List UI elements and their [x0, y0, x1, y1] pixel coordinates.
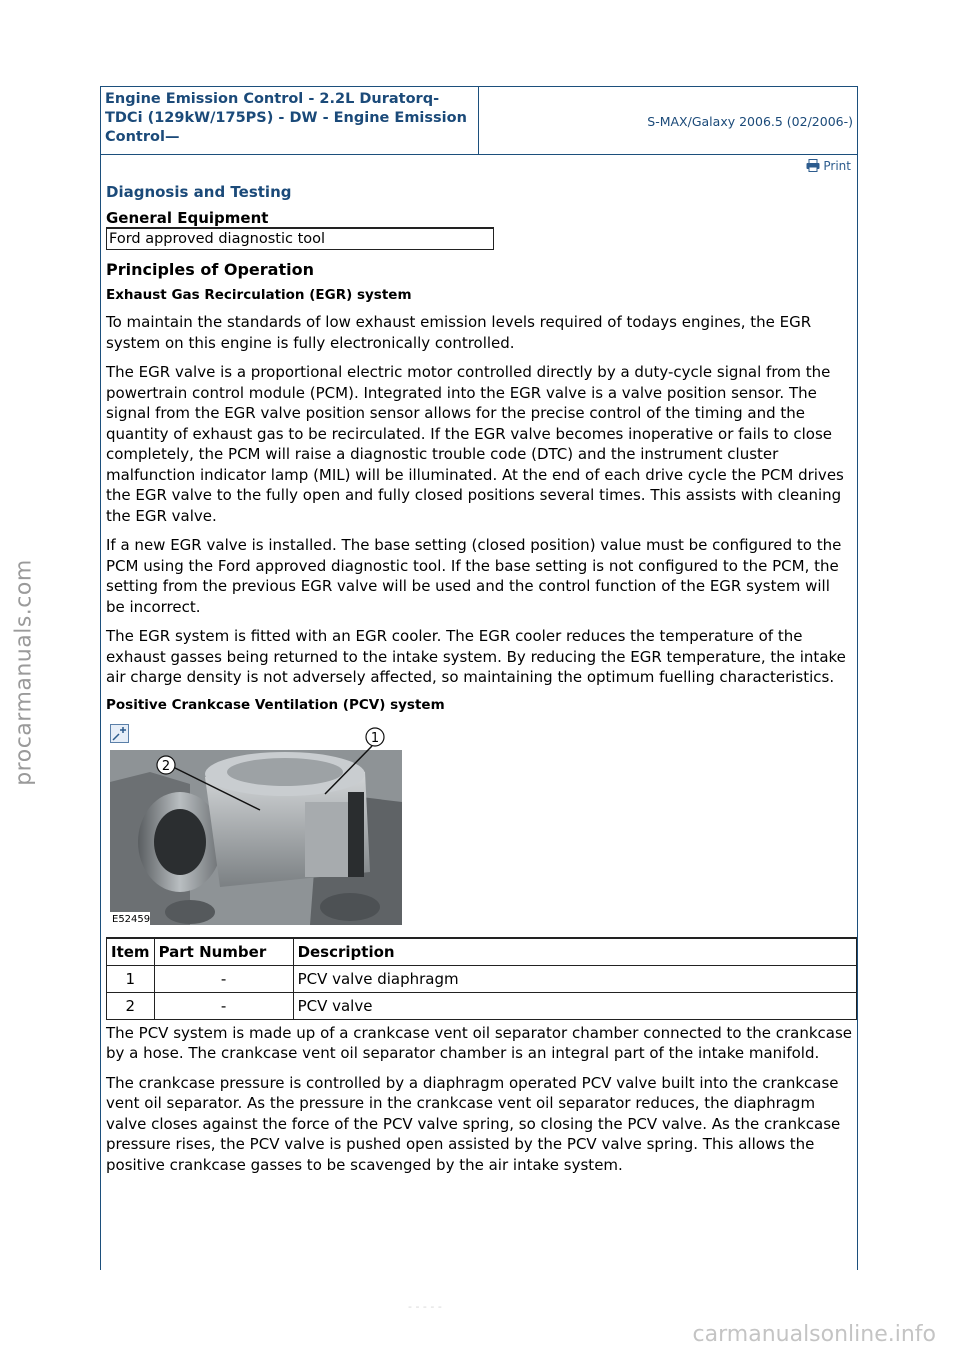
table-row [107, 965, 857, 992]
egr-paragraph: If a new EGR valve is installed. The base setting (closed position) value must be configured to the PCM using the Ford approved diagnostic tool. If the base setting is not configured to the PCM, the setting from the previous EGR valve will be used and the control function of the EGR system will be incorrect. [106, 536, 842, 616]
vehicle-model: S-MAX/Galaxy 2006.5 (02/2006-) [647, 114, 853, 129]
cell-item: 2 [107, 992, 155, 1019]
col-part-number: Part Number [154, 938, 293, 966]
side-watermark [0, 560, 48, 800]
pcv-paragraph: The crankcase pressure is controlled by a diaphragm operated PCV valve built into the crankcase vent oil separator. As the pressure in the crankcase vent oil separator reduces, the diaphragm valve closes against the force of the PCV valve spring, so closing the PCV valve. As the crankcase pressure rises, the PCV valve is pushed open assisted by the PCV valve spring. This allows the positive crankcase gasses to be scavenged by the air intake system. [106, 1073, 841, 1174]
cell-part-number: - [154, 965, 293, 992]
page-header [101, 87, 857, 155]
pcv-items-table [106, 937, 857, 1020]
pcv-heading: Positive Crankcase Ventilation (PCV) system [106, 696, 445, 713]
col-item: Item [107, 938, 155, 966]
general-equipment-heading: General Equipment [106, 209, 269, 227]
egr-paragraph: The EGR system is fitted with an EGR cooler. The EGR cooler reduces the temperature of the exhaust gasses being returned to the intake system. By reducing the EGR temperature, the intake air charge density is not adversely affected, so maintaining the optimum fuelling characteristics. [106, 627, 846, 686]
print-link[interactable] [101, 155, 857, 177]
content [101, 183, 857, 1175]
egr-paragraph: To maintain the standards of low exhaust emission levels required of todays engines, the EGR system on this engine is fully electronically controlled. [106, 313, 812, 352]
page-title: Engine Emission Control - 2.2L Duratorq-TDCi (129kW/175PS) - DW - Engine Emission Control— [101, 87, 479, 154]
bottom-watermark: carmanualsonline.info [692, 1322, 936, 1347]
printer-icon [806, 159, 820, 172]
zoom-icon[interactable] [110, 724, 129, 743]
equipment-item: Ford approved diagnostic tool [106, 227, 494, 250]
manual-page [100, 86, 858, 1270]
pcv-valve-illustration [110, 722, 402, 925]
callout-1: 1 [370, 730, 380, 746]
side-watermark-text: procarmanuals.com [11, 559, 37, 786]
figure-code: E52459 [112, 913, 151, 925]
callout-2: 2 [161, 758, 171, 774]
col-description: Description [293, 938, 856, 966]
cell-description: PCV valve [293, 992, 856, 1019]
table-header-row [107, 938, 857, 966]
print-label[interactable]: Print [823, 159, 851, 173]
principles-heading: Principles of Operation [106, 260, 314, 279]
egr-heading: Exhaust Gas Recirculation (EGR) system [106, 287, 412, 303]
pcv-paragraph: The PCV system is made up of a crankcase vent oil separator chamber connected to the crankcase by a hose. The crankcase vent oil separator chamber is an integral part of the intake manifold. [106, 1023, 853, 1062]
page-footer-marks: - - - - - [408, 1300, 442, 1313]
cell-description: PCV valve diaphragm [293, 965, 856, 992]
table-row [107, 992, 857, 1019]
egr-paragraph: The EGR valve is a proportional electric motor controlled directly by a duty-cycle signal from the powertrain control module (PCM). Integrated into the EGR valve is a valve position sensor. The signal from the EGR valve position sensor allows for the precise control of the timing and the quantity of exhaust gas to be recirculated. If the EGR valve becomes inoperative or fails to close completely, the PCM will raise a diagnostic trouble code (DTC) and the instrument cluster malfunction indicator lamp (MIL) will be illuminated. At the end of each drive cycle the PCM drives the EGR valve to the fully open and fully closed positions several times. This assists with cleaning the EGR valve. [106, 363, 844, 525]
pcv-figure [106, 722, 853, 925]
cell-item: 1 [107, 965, 155, 992]
cell-part-number: - [154, 992, 293, 1019]
section-title: Diagnosis and Testing [106, 183, 292, 201]
